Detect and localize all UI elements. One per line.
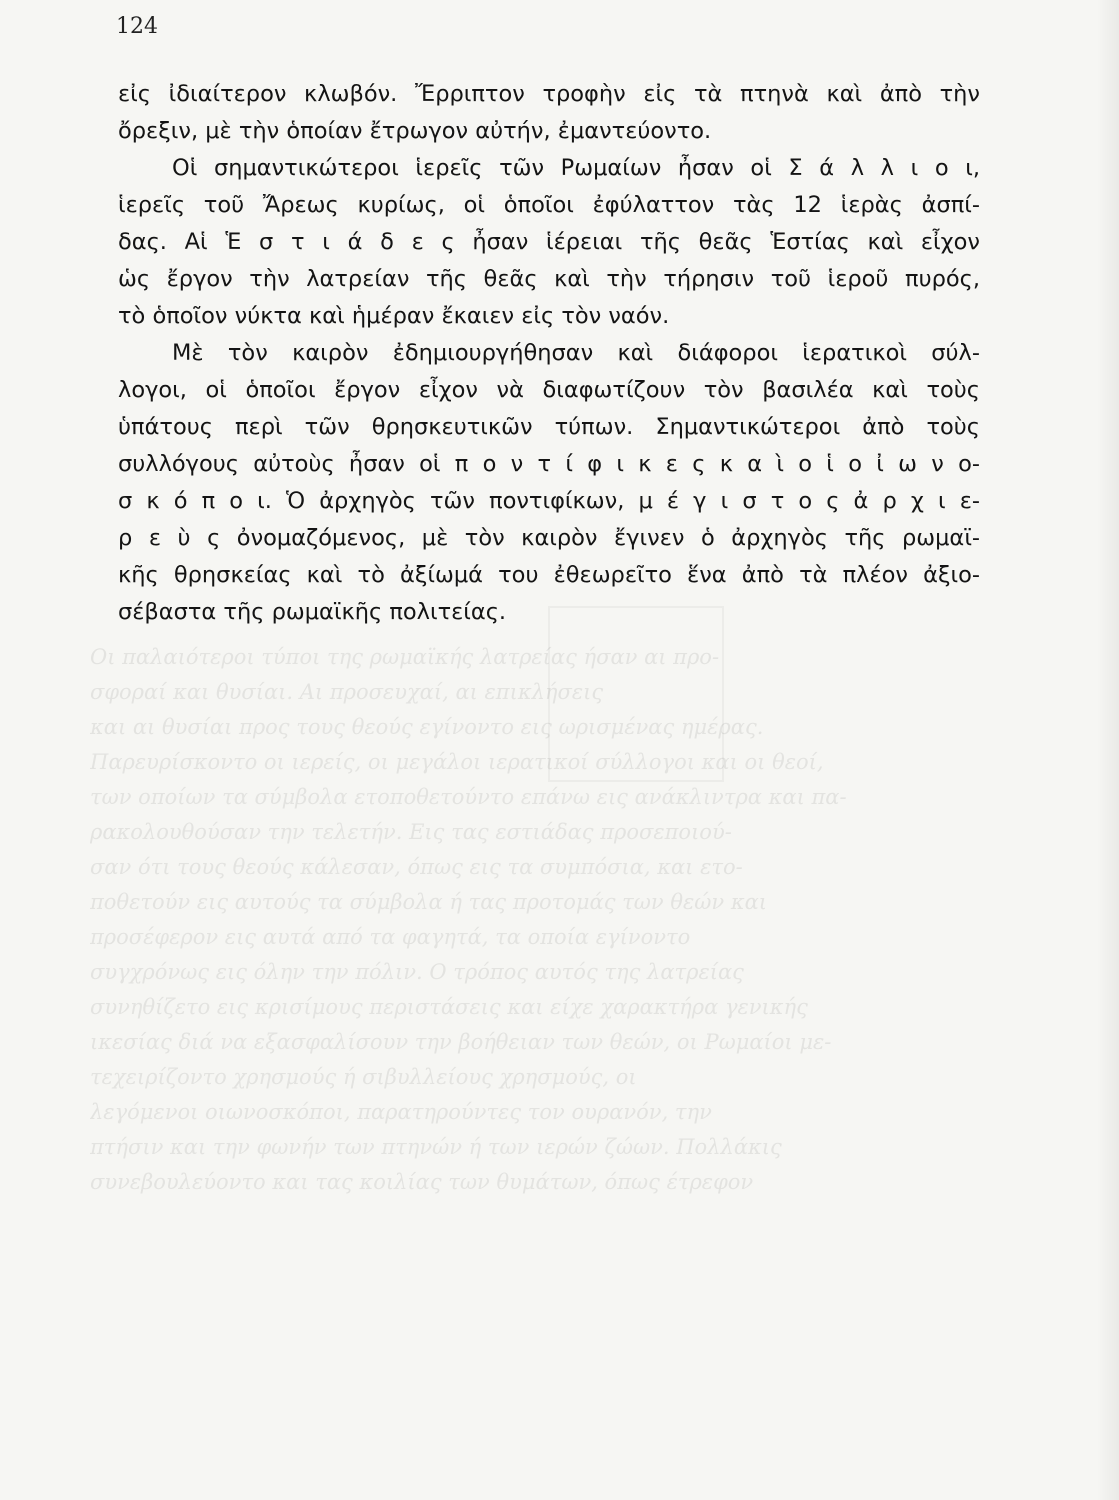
text-line: λογοι, οἱ ὁποῖοι ἔργον εἶχον νὰ διαφωτίζουν τὸν βασιλέα καὶ τοὺς [118, 377, 980, 403]
body-text [118, 76, 980, 631]
text-line: τὸ ὁποῖον νύκτα καὶ ἡμέραν ἔκαιεν εἰς τὸν ναόν. [118, 303, 670, 329]
text-line: εἰς ἰδιαίτερον κλωβόν. Ἔρριπτον τροφὴν εἰς τὰ πτηνὰ καὶ ἀπὸ τὴν [118, 81, 980, 107]
text-line: Οἱ σημαντικώτεροι ἱερεῖς τῶν Ρωμαίων ἦσαν οἱ Σ ά λ λ ι ο ι, [172, 155, 980, 181]
text-line: ὄρεξιν, μὲ τὴν ὁποίαν ἔτρωγον αὐτήν, ἐμαντεύοντο. [118, 118, 712, 144]
text-line: ρ ε ὺ ς ὀνομαζόμενος, μὲ τὸν καιρὸν ἔγινεν ὁ ἀρχηγὸς τῆς ρωμαϊ- [118, 525, 980, 551]
text-line: σέβαστα τῆς ρωμαϊκῆς πολιτείας. [118, 599, 507, 625]
text-line: συλλόγους αὐτοὺς ἦσαν οἱ π ο ν τ ί φ ι κ ε ς κ α ὶ ο ἱ ο ἰ ω ν ο- [118, 451, 980, 477]
reverse-page-show-through: Οι παλαιότεροι τύποι της ρωμαϊκής λατρείας ήσαν αι προ- σφοραί και θυσίαι. Αι προσευχαί, αι επικλήσεις και αι θυσίαι προς τους θεούς εγίνοντο εις ωρισμένας ημέρας. Παρευρίσκοντο οι ιερείς, οι μεγάλοι ιερατικοί σύλλογοι και οι θεοί, των οποίων τα σύμβολα ετοποθετούντο επάνω εις ανάκλιντρα και πα- ρακολουθούσαν την τελετήν. Εις τας εστιάδας προσεποιού- σαν ότι τους θεούς κάλεσαν, όπως εις τα συμπόσια, και ετο- ποθετούν εις αυτούς τα σύμβολα ή τας προτομάς των θεών και προσέφερον εις αυτά από τα φαγητά, τα οποία εγίνοντο συγχρόνως εις όλην την πόλιν. Ο τρόπος αυτός της λατρείας συνηθίζετο εις κρισίμους περιστάσεις και είχε χαρακτήρα γενικής ικεσίας διά να εξασφαλίσουν την βοήθειαν των θεών, οι Ρωμαίοι με- τεχειρίζοντο χρησμούς ή σιβυλλείους χρησμούς, οι λεγόμενοι οιωνοσκόποι, παρατηρούντες τον ουρανόν, την πτήσιν και την φωνήν των πτηνών ή των ιερών ζώων. Πολλάκις συνεβουλεύοντο και τας κοιλίας των θυμάτων, όπως έτρεφον [90, 645, 847, 1194]
text-line: Μὲ τὸν καιρὸν ἐδημιουργήθησαν καὶ διάφοροι ἱερατικοὶ σύλ- [172, 340, 980, 366]
text-line: ἱερεῖς τοῦ Ἄρεως κυρίως, οἱ ὁποῖοι ἐφύλαττον τὰς 12 ἱερὰς ἀσπί- [118, 192, 980, 218]
text-line: ὡς ἔργον τὴν λατρείαν τῆς θεᾶς καὶ τὴν τήρησιν τοῦ ἱεροῦ πυρός, [118, 266, 980, 292]
page-gutter-shade [1097, 0, 1119, 1500]
show-through-illustration [548, 606, 724, 782]
text-line: δας. Αἱ Ἑ σ τ ι ά δ ε ς ἦσαν ἱέρειαι τῆς θεᾶς Ἑστίας καὶ εἶχον [118, 229, 980, 255]
text-line: ὑπάτους περὶ τῶν θρησκευτικῶν τύπων. Σημαντικώτεροι ἀπὸ τοὺς [118, 414, 980, 440]
page-number: 124 [116, 14, 158, 39]
text-line: σ κ ό π ο ι. Ὁ ἀρχηγὸς τῶν ποντιφίκων, μ έ γ ι σ τ ο ς ἀ ρ χ ι ε- [118, 488, 980, 514]
text-line: κῆς θρησκείας καὶ τὸ ἀξίωμά του ἐθεωρεῖτο ἕνα ἀπὸ τὰ πλέον ἀξιο- [118, 562, 980, 588]
